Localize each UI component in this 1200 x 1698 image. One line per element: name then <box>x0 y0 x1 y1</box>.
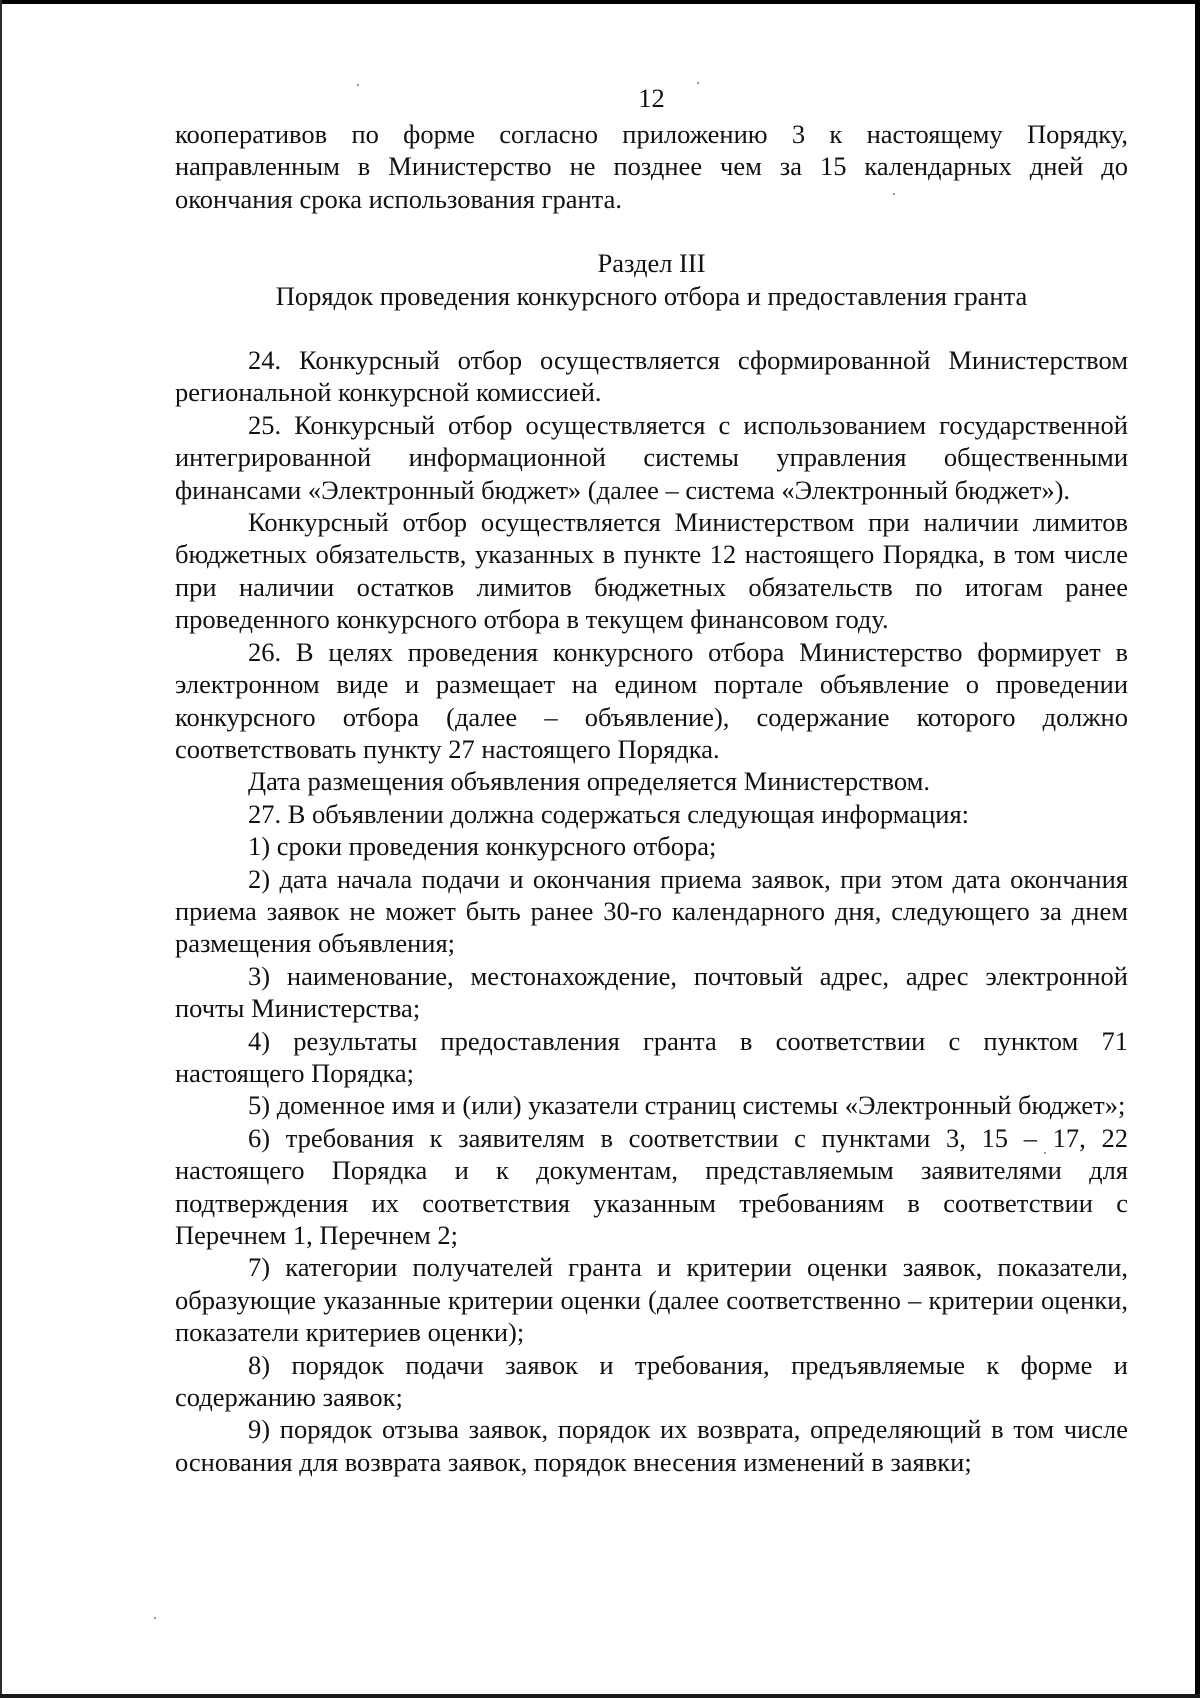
continuation-paragraph: кооперативов по форме согласно приложению 3 к настоящему Порядку, направленным в Министерство не позднее чем за 15 календарных дней до окончания срока использования гранта. <box>175 119 1128 214</box>
list-item-1: 1) сроки проведения конкурсного отбора; <box>248 831 717 862</box>
list-item-8: 8) порядок подачи заявок и требования, предъявляемые к форме и содержанию заявок; <box>175 1349 1128 1413</box>
scan-border-bottom <box>0 1694 1200 1698</box>
paragraph-27: 27. В объявлении должна содержаться следующая информация: <box>248 798 969 829</box>
paragraph-26-date: Дата размещения объявления определяется Министерством. <box>248 766 930 797</box>
paragraph-26: 26. В целях проведения конкурсного отбора Министерство формирует в электронном виде и размещает на едином портале объявление о проведении конкурсного отбора (далее – объявление), содержание которого должно соответствовать пункту 27 настоящего Порядка. <box>175 636 1128 764</box>
list-item-6: 6) требования к заявителям в соответствии с пунктами 3, 15 – 17, 22 настоящего Порядка и к документам, представляемым заявителями для подтверждения их соответствия указанным требованиям в соответствии с Перечнем 1, Перечнем 2; <box>175 1122 1128 1250</box>
paragraph-25: 25. Конкурсный отбор осуществляется с использованием государственной интегрированной информационной системы управления общественными финансами «Электронный бюджет» (далее – система «Электронный бюджет»). <box>175 409 1128 505</box>
section-heading-block <box>175 247 1128 312</box>
section-title: Порядок проведения конкурсного отбора и предоставления гранта <box>275 280 1028 311</box>
list-item-3: 3) наименование, местонахождение, почтовый адрес, адрес электронной почты Министерства; <box>175 960 1128 1024</box>
document-page <box>175 82 1128 1478</box>
scan-border-top <box>0 0 1200 4</box>
scan-border-right <box>1195 0 1200 1698</box>
scan-border-left <box>0 0 2 1698</box>
list-item-5: 5) доменное имя и (или) указатели страниц системы «Электронный бюджет»; <box>248 1090 1126 1121</box>
page-number: 12 <box>638 83 665 113</box>
list-item-4: 4) результаты предоставления гранта в соответствии с пунктом 71 настоящего Порядка; <box>175 1025 1128 1088</box>
paragraph-24: 24. Конкурсный отбор осуществляется сформированной Министерством региональной конкурсной комиссией. <box>175 345 1128 408</box>
paragraph-25-limits: Конкурсный отбор осуществляется Министерством при наличии лимитов бюджетных обязательств, указанных в пункте 12 настоящего Порядка, в том числе при наличии остатков лимитов бюджетных обязательств по итогам ранее проведенного конкурсного отбора в текущем финансовом году. <box>175 507 1128 635</box>
section-number: Раздел III <box>597 248 706 279</box>
scan-speck <box>154 1617 156 1619</box>
list-item-7: 7) категории получателей гранта и критерии оценки заявок, показатели, образующие указанные критерии оценки (далее соответственно – критерии оценки, показатели критериев оценки); <box>175 1252 1128 1348</box>
list-item-2: 2) дата начала подачи и окончания приема заявок, при этом дата окончания приема заявок не может быть ранее 30-го календарного дня, следующего за днем размещения объявления; <box>175 863 1128 959</box>
list-item-9: 9) порядок отзыва заявок, порядок их возврата, определяющий в том числе основания для возврата заявок, порядок внесения изменений в заявки; <box>175 1414 1128 1477</box>
